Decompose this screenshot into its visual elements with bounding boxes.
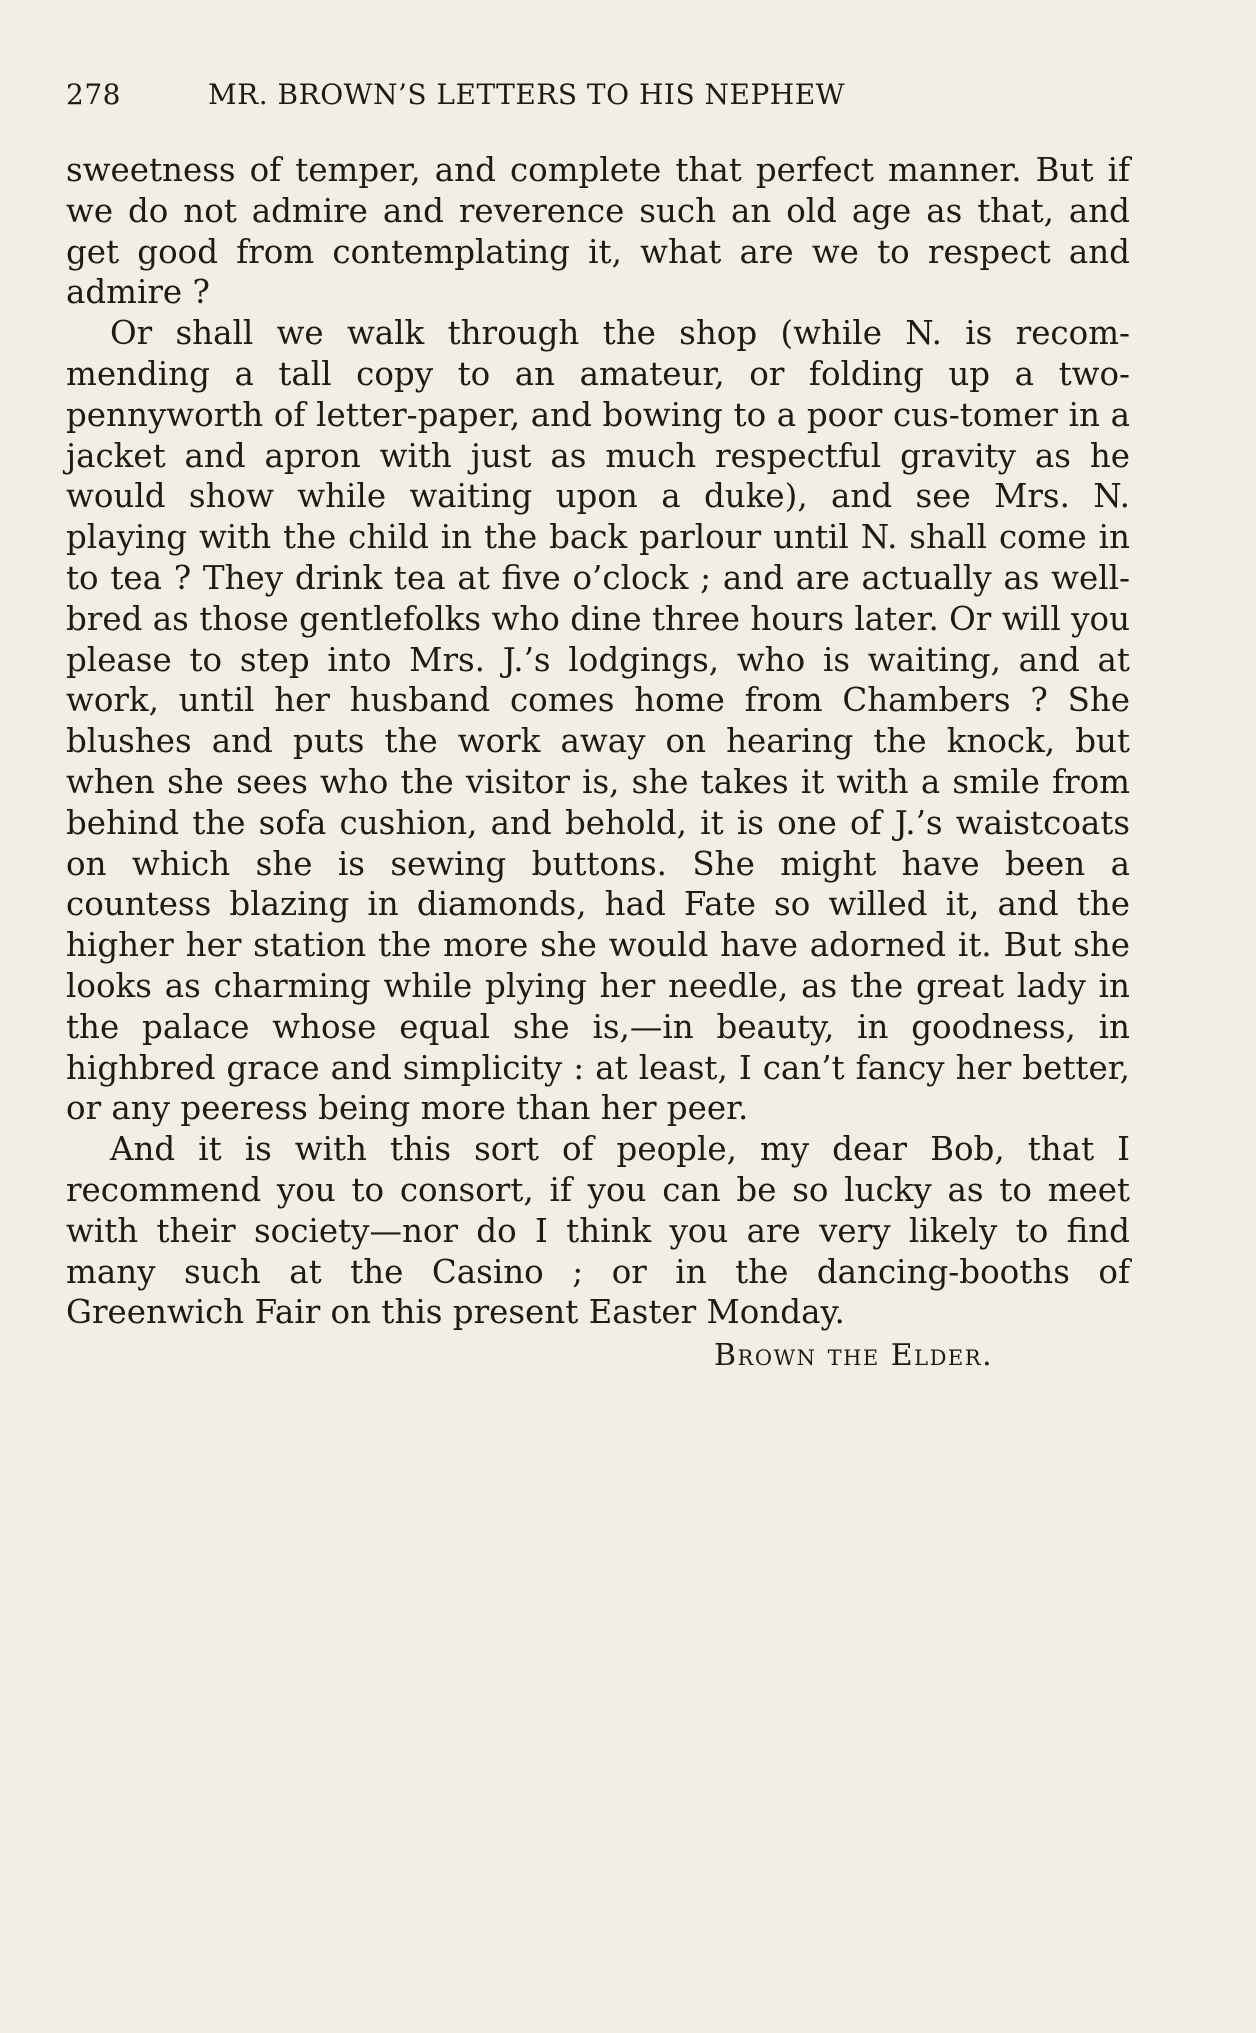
signature: Brown the Elder. xyxy=(714,1338,994,1374)
paragraph-continued: sweetness of temper, and complete that perfect manner. But if we do not admire and reverence such an old age as that, and get good from contemplating it, what are we to respect and admire ? xyxy=(66,151,1130,312)
running-title: MR. BROWN’S LETTERS TO HIS NEPHEW xyxy=(208,78,845,111)
page-number: 278 xyxy=(66,78,121,111)
paragraph: And it is with this sort of people, my dear Bob, that I recommend you to consort, if you can be so lucky as to meet with their society—nor do I think you are very likely to find many such at the Casino ; or in the dancing-booths of Greenwich Fair on this present Easter Monday. xyxy=(66,1130,1130,1332)
paragraph: Or shall we walk through the shop (while N. is recom-mending a tall copy to an amateur, or folding up a two-pennyworth of letter-paper, and bowing to a poor cus-tomer in a jacket and apron with just as much respectful gravity as he would show while waiting upon a duke), and see Mrs. N. playing with the child in the back parlour until N. shall come in to tea ? They drink tea at five o’clock ; and are actually as well-bred as those gentlefolks who dine three hours later. Or will you please to step into Mrs. J.’s lodgings, who is waiting, and at work, until her husband comes home from Chambers ? She blushes and puts the work away on hearing the knock, but when she sees who the visitor is, she takes it with a smile from behind the sofa cushion, and behold, it is one of J.’s waistcoats on which she is sewing buttons. She might have been a countess blazing in diamonds, had Fate so willed it, and the higher her station the more she would have adorned it. But she looks as charming while plying her needle, as the great lady in the palace whose equal she is,—in beauty, in goodness, in highbred grace and simplicity : at least, I can’t fancy her better, or any peeress being more than her peer. xyxy=(66,314,1130,1128)
body-text xyxy=(66,150,1130,1377)
running-head xyxy=(66,78,1140,118)
